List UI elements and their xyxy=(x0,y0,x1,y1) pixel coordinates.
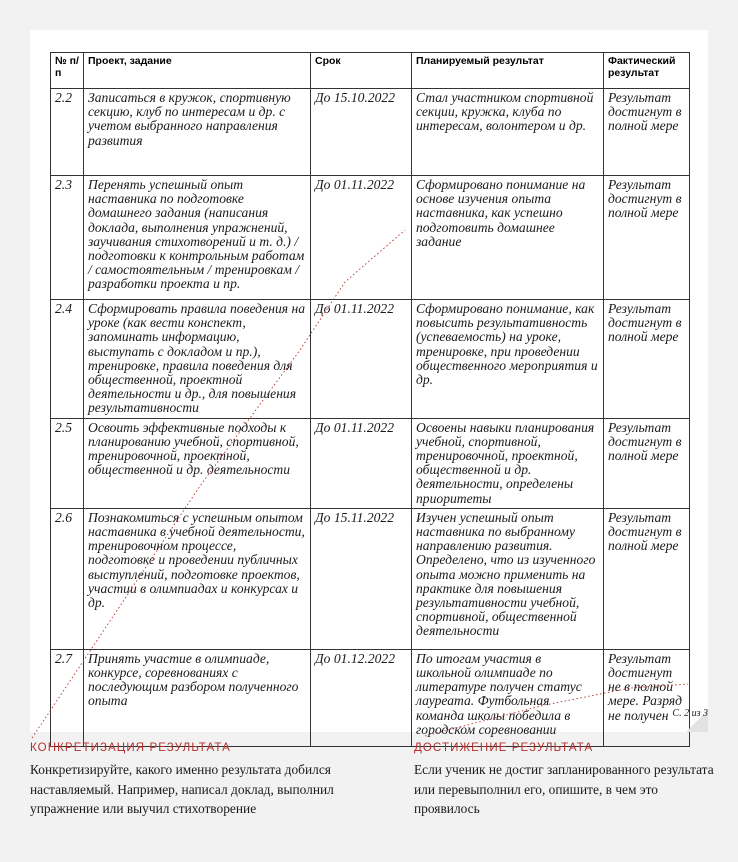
table-row xyxy=(51,300,690,419)
page-number: С. 2 из 3 xyxy=(672,708,708,719)
table-header-row xyxy=(51,53,690,89)
plan-table xyxy=(50,52,690,747)
row-planned: Освоены навыки планирования учебной, спортивной, тренировочной, проектной, общественной и др. деятельности, определены приоритеты xyxy=(412,418,604,508)
annotation-left xyxy=(30,742,370,819)
row-num: 2.2 xyxy=(51,89,84,176)
annotation-right-title: ДОСТИЖЕНИЕ РЕЗУЛЬТАТА xyxy=(414,742,594,754)
header-planned: Планируемый результат xyxy=(412,53,604,89)
row-deadline: До 15.11.2022 xyxy=(311,508,412,649)
header-project: Проект, задание xyxy=(84,53,311,89)
row-num: 2.4 xyxy=(51,300,84,419)
row-actual: Результат достигнут в полной мере xyxy=(604,89,690,176)
row-deadline: До 01.11.2022 xyxy=(311,418,412,508)
annotation-left-title: КОНКРЕТИЗАЦИЯ РЕЗУЛЬТАТА xyxy=(30,742,231,754)
row-actual: Результат достигнут не в полной мере. Разряд не получен xyxy=(604,649,690,746)
row-num: 2.5 xyxy=(51,418,84,508)
annotation-right xyxy=(414,742,714,819)
row-planned: Сформировано понимание, как повысить результативность (успеваемость) на уроке, тренировке, при проведении общественного мероприятия и др. xyxy=(412,300,604,419)
row-planned: Изучен успешный опыт наставника по выбранному направлению развития. Определено, что из изученного опыта можно применить на практике для повышения результативности учебной, спортивной, общественной деятельности xyxy=(412,508,604,649)
row-project: Принять участие в олимпиаде, конкурсе, соревнованиях с последующим разбором полученного опыта xyxy=(84,649,311,746)
row-deadline: До 01.12.2022 xyxy=(311,649,412,746)
annotation-left-text: Конкретизируйте, какого именно результата добился наставляемый. Например, написал доклад, выполнил упражнение или выучил стихотворение xyxy=(30,762,334,816)
row-actual: Результат достигнут в полной мере xyxy=(604,176,690,300)
row-planned: Стал участником спортивной секции, кружка, клуба по интересам, волонтером и др. xyxy=(412,89,604,176)
row-num: 2.6 xyxy=(51,508,84,649)
row-actual: Результат достигнут в полной мере xyxy=(604,508,690,649)
table-row xyxy=(51,89,690,176)
table-row xyxy=(51,508,690,649)
row-project: Перенять успешный опыт наставника по подготовке домашнего задания (написания доклада, выполнения упражнений, заучивания стихотворений и т. д.) / подготовки к контрольным работам / самостоятельным / тренировкам / разработки проекта и пр. xyxy=(84,176,311,300)
row-project: Познакомиться с успешным опытом наставника в учебной деятельности, тренировочном процессе, подготовке и проведении публичных выступлений, подготовке проектов, участии в олимпиадах и конкурсах и др. xyxy=(84,508,311,649)
row-deadline: До 15.10.2022 xyxy=(311,89,412,176)
row-project: Записаться в кружок, спортивную секцию, клуб по интересам и др. с учетом выбранного направления развития xyxy=(84,89,311,176)
annotation-right-text: Если ученик не достиг запланированного результата или перевыполнил его, опишите, в чем это проявилось xyxy=(414,762,714,816)
row-project: Сформировать правила поведения на уроке (как вести конспект, запоминать информацию, выступать с докладом и пр.), тренировке, правила поведения для общественной, проектной деятельности и др., для повышения результативности xyxy=(84,300,311,419)
table-row xyxy=(51,418,690,508)
row-planned: По итогам участия в школьной олимпиаде по литературе получен статус лауреата. Футбольная команда школы победила в городском соревновании xyxy=(412,649,604,746)
document-page xyxy=(30,30,708,737)
header-deadline: Срок xyxy=(311,53,412,89)
row-num: 2.3 xyxy=(51,176,84,300)
row-num: 2.7 xyxy=(51,649,84,746)
table-row xyxy=(51,176,690,300)
row-deadline: До 01.11.2022 xyxy=(311,300,412,419)
row-actual: Результат достигнут в полной мере xyxy=(604,300,690,419)
header-actual: Фактический результат xyxy=(604,53,690,89)
row-deadline: До 01.11.2022 xyxy=(311,176,412,300)
row-planned: Сформировано понимание на основе изучения опыта наставника, как успешно подготовить домашнее задание xyxy=(412,176,604,300)
header-num: № п/п xyxy=(51,53,84,89)
row-project: Освоить эффективные подходы к планированию учебной, спортивной, тренировочной, проектной, общественной и др. деятельности xyxy=(84,418,311,508)
table-row xyxy=(51,649,690,746)
row-actual: Результат достигнут в полной мере xyxy=(604,418,690,508)
